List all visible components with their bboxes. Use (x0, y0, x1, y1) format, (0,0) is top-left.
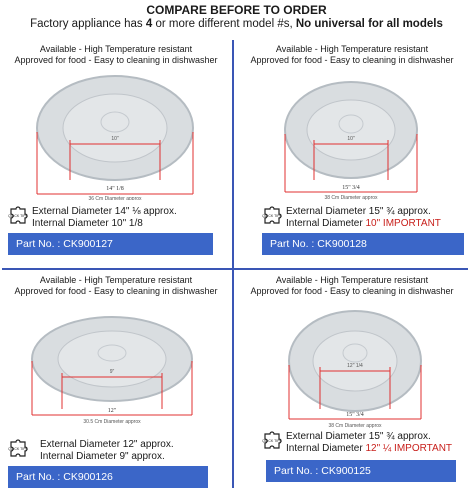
approved-text: Approved for food - Easy to cleaning in dishwasher (250, 55, 454, 65)
outer-diameter-label: 15" 3/4 (342, 185, 360, 191)
cm-diameter-label: 30.5 Cm Diameter approx (83, 419, 141, 425)
approved-text: Approved for food - Easy to cleaning in dishwasher (14, 286, 218, 296)
outer-diameter-label: 15" 3/4 (346, 412, 364, 418)
product-card-4 (236, 273, 468, 501)
inner-diameter-label: 10" (347, 136, 355, 142)
inner-diameter-label: 9" (109, 369, 115, 375)
product-card-2 (236, 42, 468, 270)
outer-diameter-label: 12" (107, 408, 117, 414)
approved-text: Approved for food - Easy to cleaning in dishwasher (250, 286, 454, 296)
part-number-box: Part No. : CK900128 (262, 233, 464, 255)
inner-diameter-label: 12" 1/4 (347, 363, 363, 369)
turntable-plate-image (22, 309, 202, 439)
external-diameter-text: External Diameter 15" ¾ approx. (286, 431, 431, 442)
cm-diameter-label: 36 Cm Diameter approx (88, 196, 142, 200)
svg-text:QUICK TIPS: QUICK TIPS (8, 214, 28, 218)
turntable-plate-image (280, 305, 430, 430)
turntable-plate-image (30, 70, 200, 200)
svg-text:QUICK TIPS: QUICK TIPS (262, 214, 282, 218)
svg-text:QUICK TIPS: QUICK TIPS (262, 439, 282, 443)
external-diameter-text: External Diameter 12" approx. (40, 439, 174, 450)
page-title: COMPARE BEFORE TO ORDER (146, 3, 327, 17)
svg-text:QUICK TIPS: QUICK TIPS (8, 447, 28, 451)
cm-diameter-label: 38 Cm Diameter approx (328, 423, 382, 429)
internal-diameter-text: Internal Diameter 10" 1/8 (32, 218, 143, 229)
part-number-box: Part No. : CK900125 (266, 460, 456, 482)
quick-tips-icon (8, 438, 28, 458)
page-subtitle: Factory appliance has 4 or more different model #s, No universal for all models (30, 18, 443, 30)
internal-diameter-text: Internal Diameter 10" IMPORTANT (286, 218, 441, 229)
external-diameter-text: External Diameter 15" ¾ approx. (286, 206, 431, 217)
vertical-divider (232, 40, 234, 488)
product-card-1 (0, 42, 232, 270)
inner-diameter-label: 10" (111, 136, 119, 142)
available-text: Available - High Temperature resistant (275, 44, 429, 54)
part-number-box: Part No. : CK900126 (8, 466, 208, 488)
quick-tips-icon (262, 205, 282, 225)
quick-tips-icon (262, 430, 282, 450)
cm-diameter-label: 38 Cm Diameter approx (324, 195, 378, 201)
available-text: Available - High Temperature resistant (275, 275, 429, 285)
turntable-plate-image (276, 72, 426, 202)
outer-diameter-label: 14" 1/8 (106, 186, 124, 192)
external-diameter-text: External Diameter 14" ⅛ approx. (32, 206, 177, 217)
available-text: Available - High Temperature resistant (39, 275, 193, 285)
internal-diameter-text: Internal Diameter 9" approx. (40, 451, 165, 462)
approved-text: Approved for food - Easy to cleaning in dishwasher (14, 55, 218, 65)
part-number-box: Part No. : CK900127 (8, 233, 213, 255)
product-card-3 (0, 273, 232, 501)
quick-tips-icon (8, 205, 28, 225)
available-text: Available - High Temperature resistant (39, 44, 193, 54)
internal-diameter-text: Internal Diameter 12" ¼ IMPORTANT (286, 443, 453, 454)
